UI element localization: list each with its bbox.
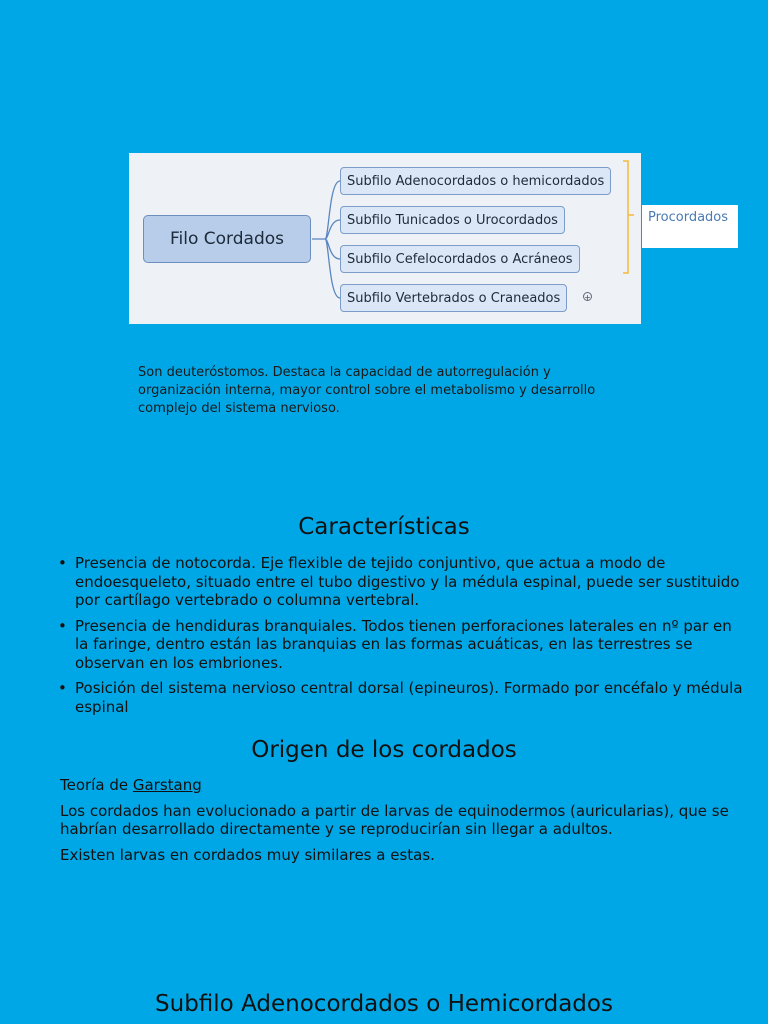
origen-heading: Origen de los cordados (251, 737, 517, 763)
branch-tunicados[interactable]: Subfilo Tunicados o Urocordados (340, 206, 565, 234)
branch-adenocordados[interactable]: Subfilo Adenocordados o hemicordados (340, 167, 611, 195)
description-text: Son deuteróstomos. Destaca la capacidad de autorregulación y organización interna, mayor control sobre el metabolismo y desarrollo complejo del sistema nervioso. (138, 365, 596, 416)
bracket (623, 161, 634, 273)
origen-paragraph-1: Los cordados han evolucionado a partir de larvas de equinodermos (auricularias), que se habrían desarrollado directamente y se reproducirían sin llegar a adultos. (60, 801, 729, 838)
branch-cefalocordados[interactable]: Subfilo Cefelocordados o Acráneos (340, 245, 580, 273)
expand-icon[interactable]: + (584, 293, 591, 302)
list-item: • Posición del sistema nervioso central dorsal (epineuros). Formado por encéfalo y médula espinal (58, 679, 748, 716)
connector-trunk (312, 181, 340, 298)
theory-line (60, 776, 750, 795)
origen-body (60, 776, 750, 871)
caracteristicas-heading: Características (298, 514, 470, 540)
list-item: • Presencia de notocorda. Eje flexible de tejido conjuntivo, que actua a modo de endoesqueleto, situado entre el tubo digestivo y la médula espinal, puede ser sustituido por cartílago vertebrado o columna vertebral. (58, 554, 748, 610)
caracteristicas-list (58, 554, 748, 723)
root-node[interactable]: Filo Cordados (143, 215, 311, 263)
theory-prefix: Teoría de (60, 776, 133, 794)
origen-paragraph-2: Existen larvas en cordados muy similares a estas. (60, 845, 435, 864)
next-section-heading: Subfilo Adenocordados o Hemicordados (155, 991, 613, 1017)
mind-map-diagram (129, 153, 641, 324)
procordados-callout: Procordados (642, 205, 738, 248)
branch-vertebrados[interactable]: Subfilo Vertebrados o Craneados (340, 284, 567, 312)
garstang-link[interactable]: Garstang (132, 776, 202, 794)
list-item: • Presencia de hendiduras branquiales. Todos tienen perforaciones laterales en nº par en la faringe, dentro están las branquias en las formas acuáticas, en las terrestres se observan en los embriones. (58, 617, 748, 673)
